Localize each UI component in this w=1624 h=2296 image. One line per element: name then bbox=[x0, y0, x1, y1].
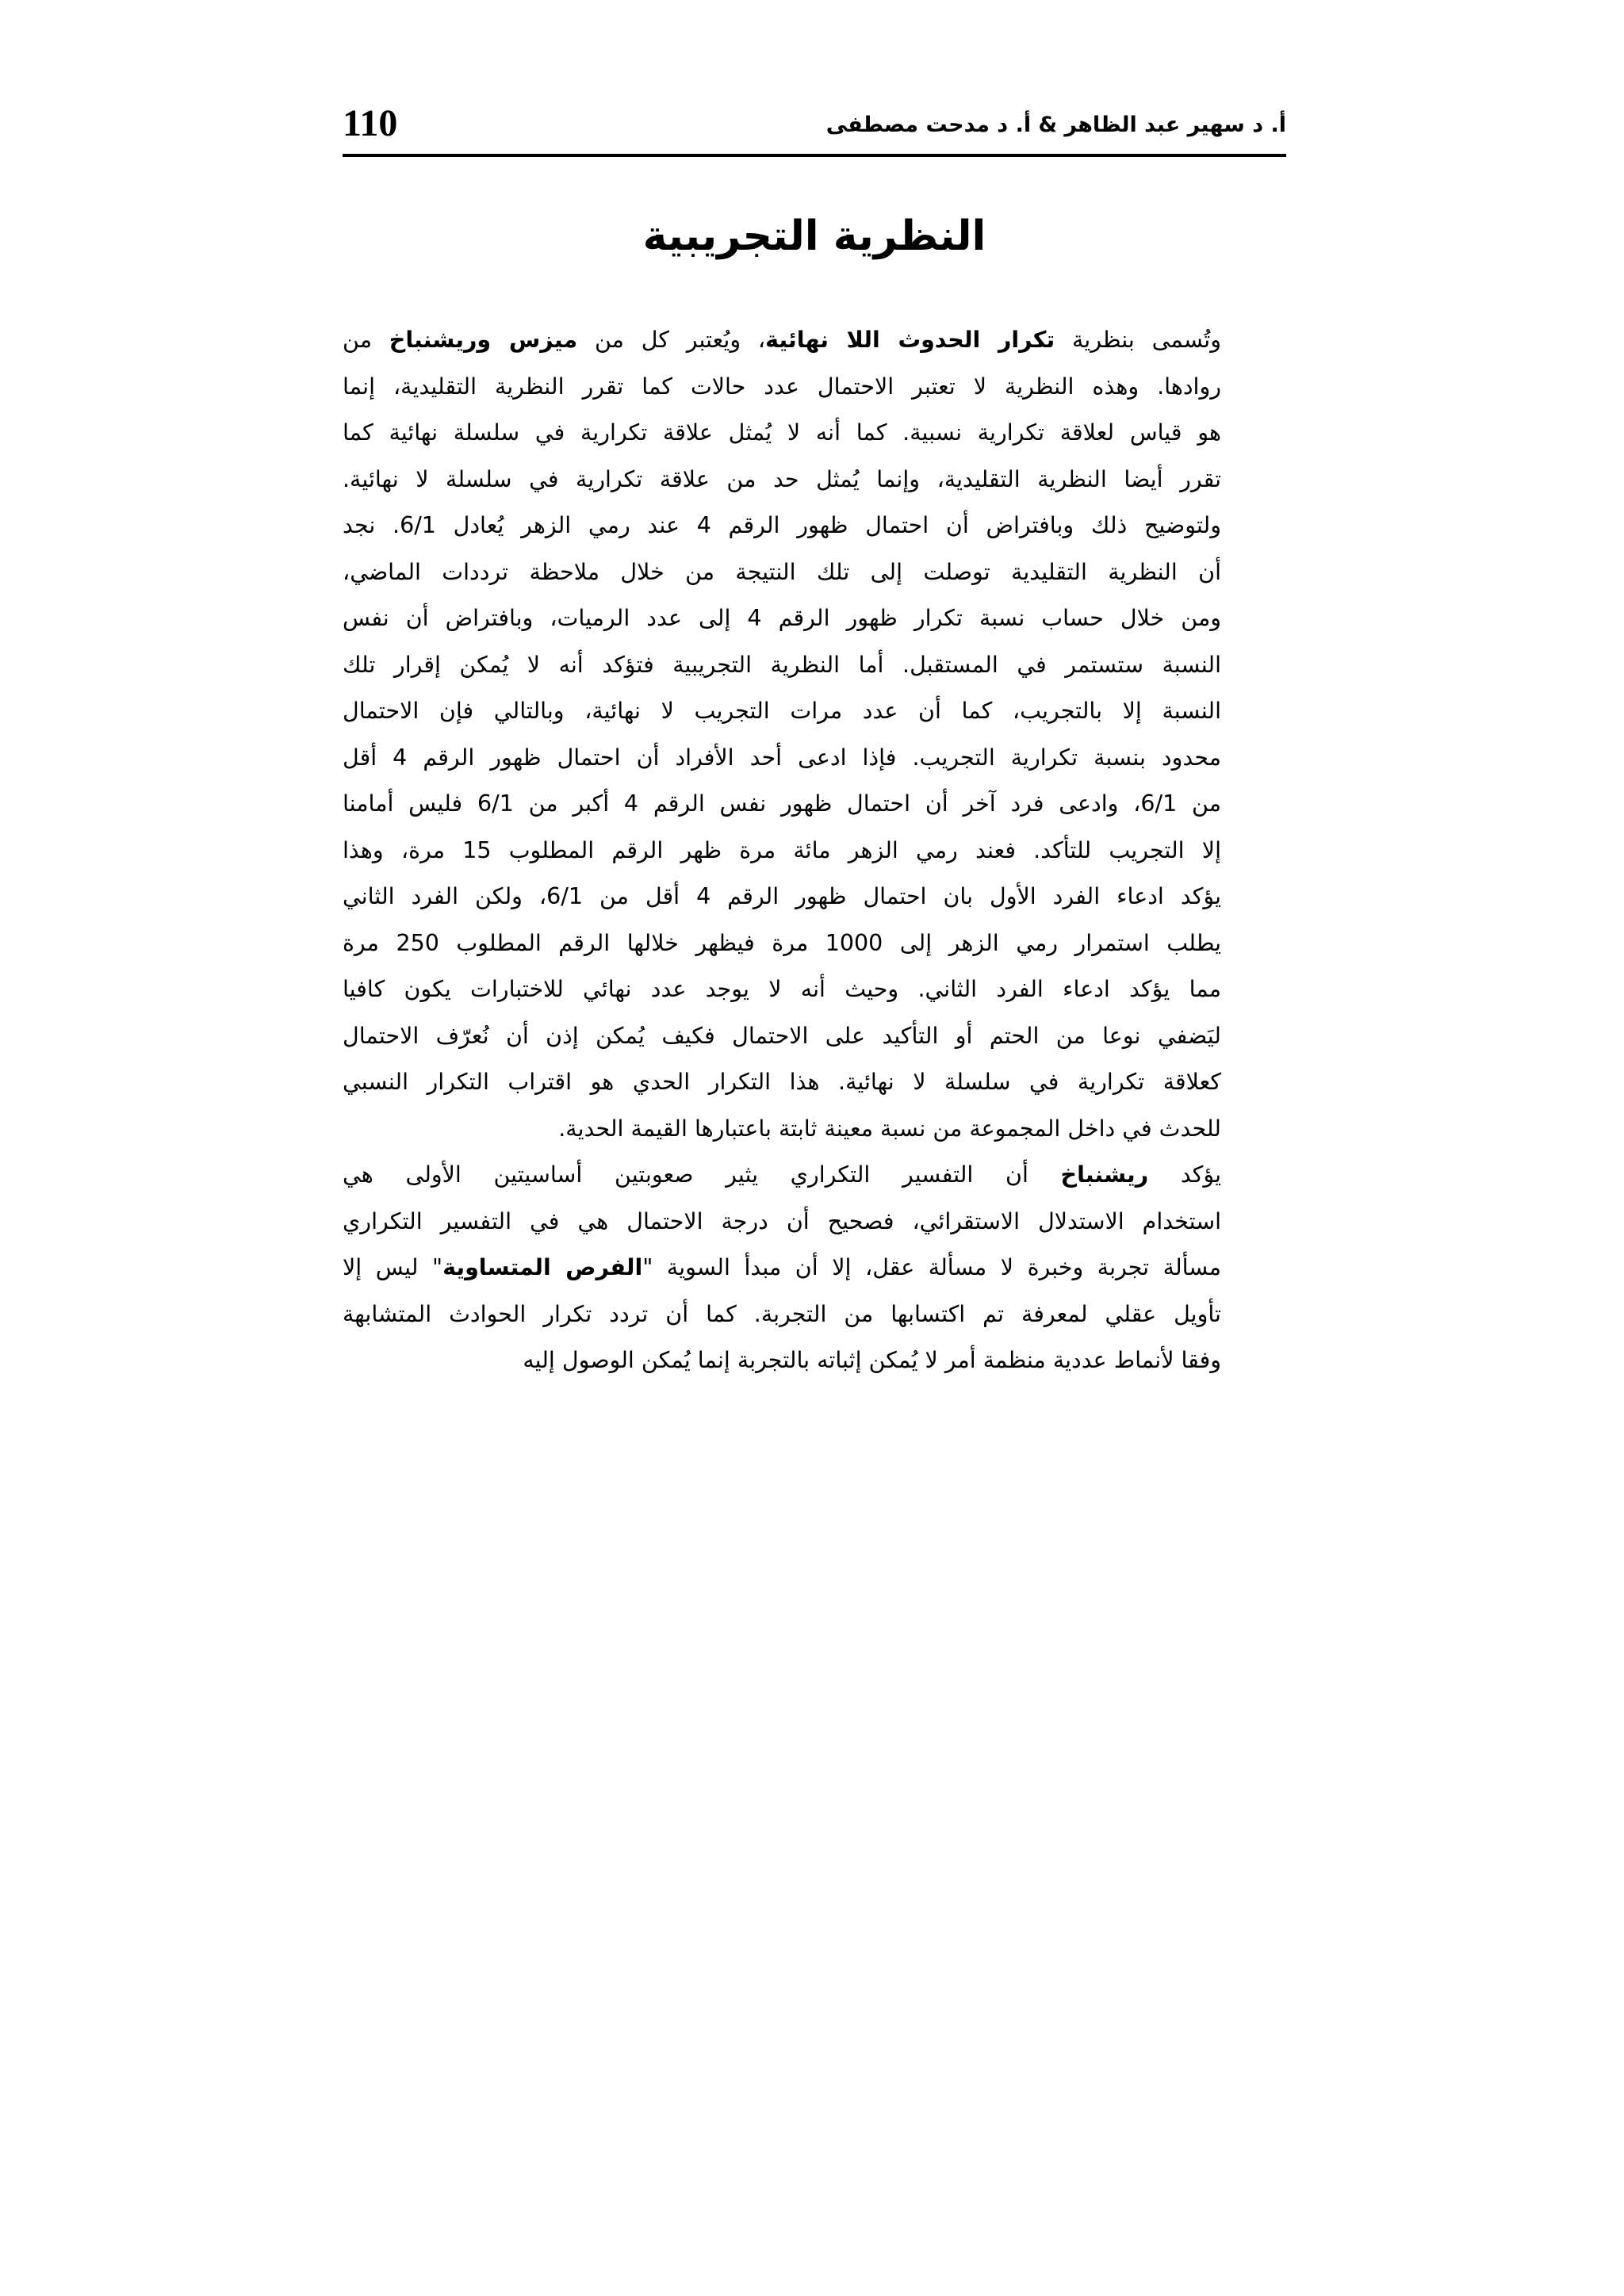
text-run: إلا التجريب للتأكد. فعند رمي الزهر مائة مرة ظهر الرقم المطلوب 15 مرة، وهذا bbox=[343, 836, 1221, 863]
text-run: ومن خلال حساب نسبة تكرار ظهور الرقم 4 إلى عدد الرميات، وبافتراض أن نفس bbox=[343, 605, 1221, 631]
text-run: وتُسمى بنظرية bbox=[1055, 327, 1221, 353]
text-line bbox=[343, 1245, 1286, 1292]
text-line bbox=[343, 1292, 1286, 1338]
text-run: تأويل عقلي لمعرفة تم اكتسابها من التجربة. كما أن تردد تكرار الحوادث المتشابهة bbox=[343, 1300, 1221, 1327]
text-line bbox=[343, 642, 1286, 689]
header-divider bbox=[343, 154, 1286, 157]
text-run: " ليس إلا bbox=[343, 1254, 443, 1280]
section-title: النظرية التجريبية bbox=[642, 212, 986, 260]
text-run: مما يؤكد ادعاء الفرد الثاني. وحيث أنه لا يوجد عدد نهائي للاختبارات يكون كافيا bbox=[343, 976, 1221, 1002]
text-run: هو قياس لعلاقة تكرارية نسبية. كما أنه لا يُمثل علاقة تكرارية في سلسلة نهائية كما bbox=[343, 419, 1221, 446]
text-run: محدود بنسبة تكرارية التجريب. فإذا ادعى أحد الأفراد أن احتمال ظهور الرقم 4 أقل bbox=[343, 744, 1221, 771]
text-run: ليَضفي نوعا من الحتم أو التأكيد على الاحتمال فكيف يُمكن إذن أن نُعرّف الاحتمال bbox=[343, 1022, 1221, 1049]
text-line bbox=[343, 503, 1286, 549]
text-run: من bbox=[343, 327, 389, 353]
text-run: تقرر أيضا النظرية التقليدية، وإنما يُمثل حد من علاقة تكرارية في سلسلة لا نهائية. bbox=[343, 465, 1221, 492]
text-line bbox=[343, 1059, 1286, 1106]
text-line bbox=[343, 1337, 1286, 1384]
text-line bbox=[343, 364, 1286, 411]
emphasized-term: تكرار الحدوث اللا نهائية bbox=[765, 327, 1055, 353]
text-run: ، ويُعتبر كل من bbox=[577, 327, 766, 353]
text-line bbox=[343, 317, 1286, 364]
text-run: وفقا لأنماط عددية منظمة أمر لا يُمكن إثباته بالتجربة إنما يُمكن الوصول إليه bbox=[523, 1347, 1221, 1373]
text-line bbox=[343, 920, 1286, 967]
text-run: للحدث في داخل المجموعة من نسبة معينة ثابتة باعتبارها القيمة الحدية. bbox=[558, 1115, 1221, 1142]
text-run: استخدام الاستدلال الاستقرائي، فصحيح أن درجة الاحتمال هي في التفسير التكراري bbox=[343, 1207, 1221, 1234]
text-run: النسبة إلا بالتجريب، كما أن عدد مرات التجريب لا نهائية، وبالتالي فإن الاحتمال bbox=[343, 698, 1221, 724]
text-line bbox=[343, 457, 1286, 503]
text-run: النسبة ستستمر في المستقبل. أما النظرية التجريبية فتؤكد أنه لا يُمكن إقرار تلك bbox=[343, 651, 1221, 678]
text-line bbox=[343, 1106, 1286, 1153]
text-run: روادها. وهذه النظرية لا تعتبر الاحتمال عدد حالات كما تقرر النظرية التقليدية، إنما bbox=[343, 373, 1221, 400]
text-run: يطلب استمرار رمي الزهر إلى 1000 مرة فيظهر خلالها الرقم المطلوب 250 مرة bbox=[343, 929, 1222, 956]
emphasized-term: ميزس وريشنباخ bbox=[389, 327, 578, 353]
text-line bbox=[343, 781, 1286, 828]
text-run: من 6/1، وادعى فرد آخر أن احتمال ظهور نفس الرقم 4 أكبر من 6/1 فليس أمامنا bbox=[343, 790, 1221, 817]
running-header-authors: أ. د سهير عبد الظاهر & أ. د مدحت مصطفى bbox=[825, 113, 1286, 137]
text-line bbox=[343, 828, 1286, 874]
text-line bbox=[343, 1152, 1286, 1199]
text-line bbox=[343, 1199, 1286, 1246]
body-text bbox=[343, 317, 1286, 1384]
text-run: يؤكد bbox=[1148, 1161, 1221, 1188]
text-line bbox=[343, 549, 1286, 596]
text-line bbox=[343, 595, 1286, 642]
text-line bbox=[343, 1013, 1286, 1060]
emphasized-term: الفرص المتساوية bbox=[442, 1254, 643, 1280]
page-header bbox=[343, 100, 1286, 160]
text-run: يؤكد ادعاء الفرد الأول بان احتمال ظهور الرقم 4 أقل من 6/1، ولكن الفرد الثاني bbox=[343, 883, 1222, 909]
page-number: 110 bbox=[343, 102, 398, 144]
emphasized-term: ريشنباخ bbox=[1060, 1161, 1149, 1188]
text-run: ولتوضيح ذلك وبافتراض أن احتمال ظهور الرقم 4 عند رمي الزهر يُعادل 6/1. نجد bbox=[343, 512, 1221, 538]
text-line bbox=[343, 874, 1286, 920]
text-line bbox=[343, 410, 1286, 457]
text-run: مسألة تجربة وخبرة لا مسألة عقل، إلا أن مبدأ السوية " bbox=[642, 1254, 1221, 1280]
paragraph-1 bbox=[343, 317, 1286, 1152]
text-line bbox=[343, 688, 1286, 735]
text-line bbox=[343, 966, 1286, 1013]
paragraph-2 bbox=[343, 1152, 1286, 1384]
text-line bbox=[343, 735, 1286, 782]
text-run: كعلاقة تكرارية في سلسلة لا نهائية. هذا التكرار الحدي هو اقتراب التكرار النسبي bbox=[343, 1069, 1221, 1095]
text-run: أن النظرية التقليدية توصلت إلى تلك النتيجة من خلال ملاحظة ترددات الماضي، bbox=[343, 558, 1221, 585]
text-run: أن التفسير التكراري يثير صعوبتين أساسيتين الأولى هي bbox=[343, 1161, 1061, 1188]
